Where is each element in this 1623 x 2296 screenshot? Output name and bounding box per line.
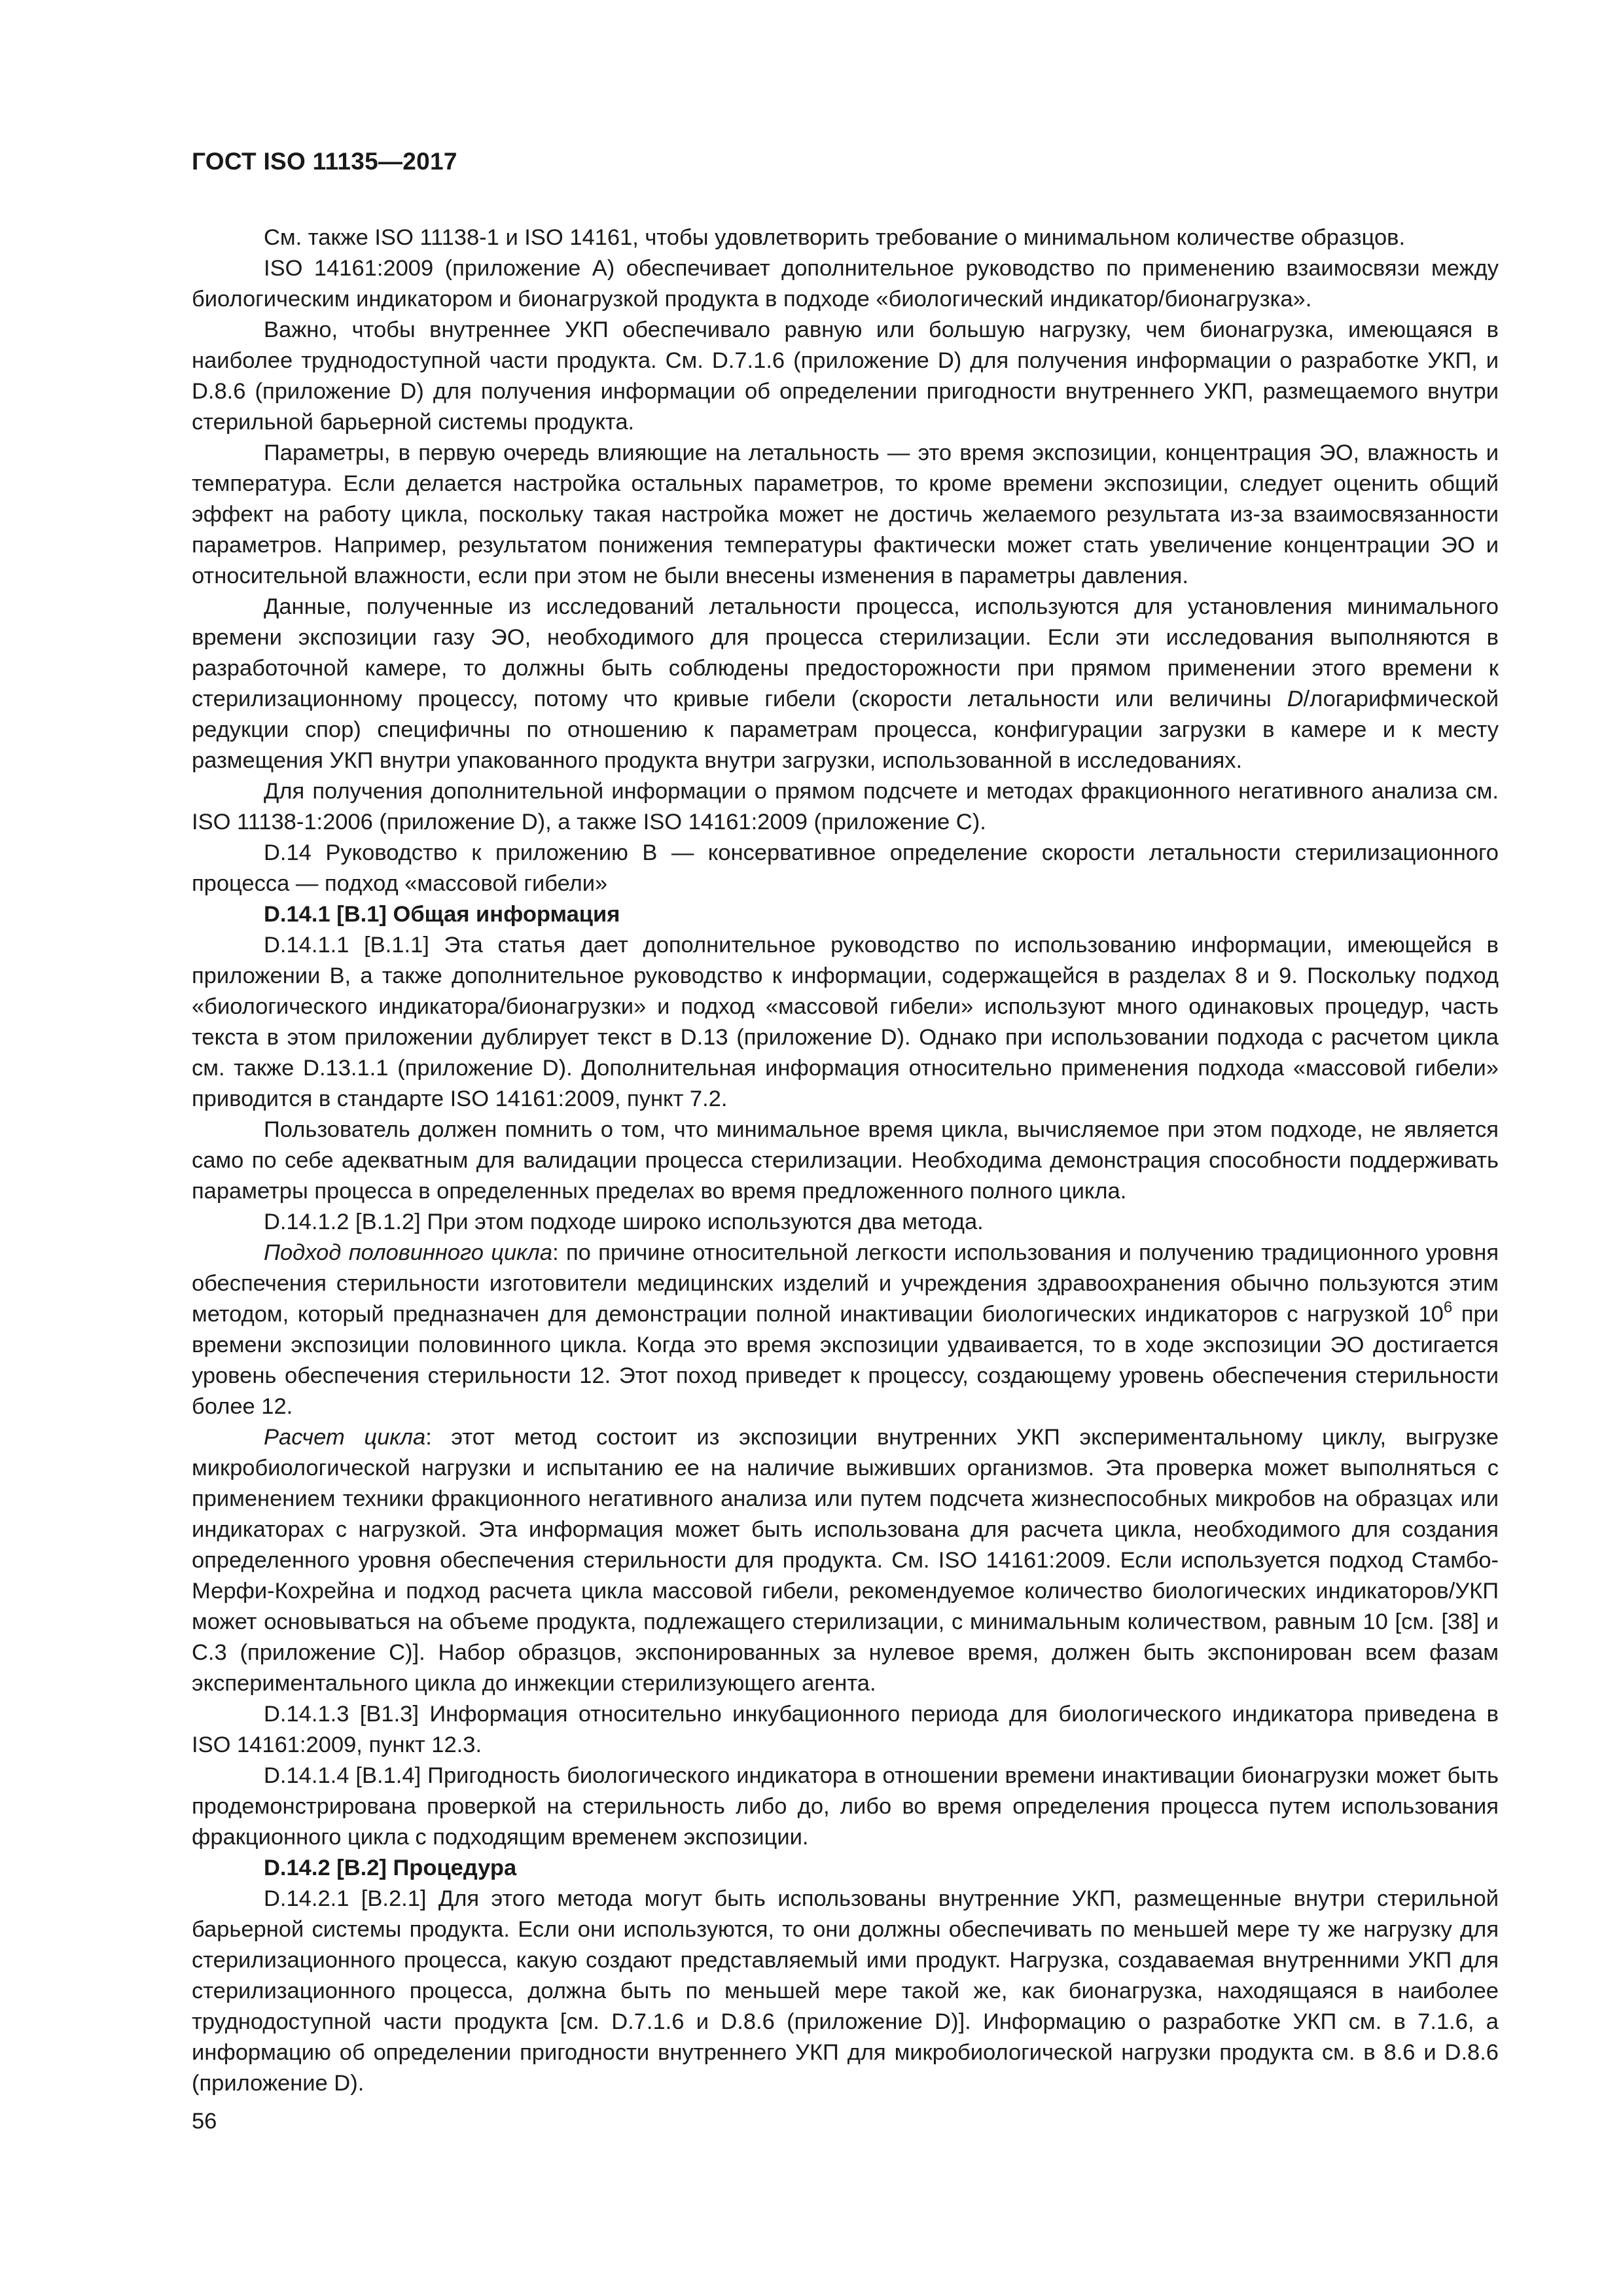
subsection-heading: D.14.1 [В.1] Общая информация	[264, 902, 620, 927]
paragraph	[192, 1238, 1499, 1422]
paragraph: ISO 14161:2009 (приложение А) обеспечивает дополнительное руководство по применению взаимосвязи между биологическим индикатором и бионагрузкой продукта в подходе «биологический индикатор/бионагрузка».	[192, 256, 1499, 312]
text-run: /логарифмической редукции спор) специфичны по отношению к параметрам процесса, конфигурации загрузки в камере и к месту размещения УКП внутри упакованного продукта внутри загрузки, использованной в исследованиях.	[192, 687, 1499, 773]
document-body	[192, 223, 1499, 2099]
paragraph: См. также ISO 11138-1 и ISO 14161, чтобы удовлетворить требование о минимальном количестве образцов.	[264, 225, 1406, 250]
paragraph: Пользователь должен помнить о том, что минимальное время цикла, вычисляемое при этом подходе, не является само по себе адекватным для валидации процесса стерилизации. Необходима демонстрация способности поддерживать параметры процесса в определенных пределах во время предложенного полного цикла.	[192, 1117, 1499, 1204]
italic-term: Расчет цикла	[264, 1425, 426, 1450]
subsection-heading: D.14.2 [В.2] Процедура	[264, 1856, 517, 1880]
paragraph: D.14.2.1 [В.2.1] Для этого метода могут быть использованы внутренние УКП, размещенные внутри стерильной барьерной системы продукта. Если они используются, то они должны обеспечивать по меньшей мере ту же нагрузку для стерилизационного процесса, какую создают представляемый ими продукт. Нагрузка, создаваемая внутренними УКП для стерилизационного процесса, должна быть по меньшей мере такой же, как бионагрузка, находящаяся в наиболее труднодоступной части продукта [см. D.7.1.6 и D.8.6 (приложение D)]. Информацию о разработке УКП см. в 7.1.6, а информацию об определении пригодности внутреннего УКП для микробиологической нагрузки продукта см. в 8.6 и D.8.6 (приложение D).	[192, 1886, 1499, 2096]
paragraph: Параметры, в первую очередь влияющие на летальность — это время экспозиции, концентрация ЭО, влажность и температура. Если делается настройка остальных параметров, то кроме времени экспозиции, следует оценить общий эффект на работу цикла, поскольку такая настройка может не достичь желаемого результата из-за взаимосвязанности параметров. Например, результатом понижения температуры фактически может стать увеличение концентрации ЭО и относительной влажности, если при этом не были внесены изменения в параметры давления.	[192, 440, 1499, 588]
paragraph: D.14.1.3 [В1.3] Информация относительно инкубационного периода для биологического индикатора приведена в ISO 14161:2009, пункт 12.3.	[192, 1702, 1499, 1757]
text-run: : этот метод состоит из экспозиции внутренних УКП экспериментальному циклу, выгрузке микробиологической нагрузки и испытанию ее на наличие выживших организмов. Эта проверка может выполняться с применением техники фракционного негативного анализа или путем подсчета жизнеспособных микробов на образцах или индикаторах с нагрузкой. Эта информация может быть использована для расчета цикла, необходимого для создания определенного уровня обеспечения стерильности для продукта. См. ISO 14161:2009. Если используется подход Стамбо-Мерфи-Кохрейна и подход расчета цикла массовой гибели, рекомендуемое количество биологических индикаторов/УКП может основываться на объеме продукта, подлежащего стерилизации, с минимальным количеством, равным 10 [см. [38] и С.3 (приложение С)]. Набор образцов, экспонированных за нулевое время, должен быть экспонирован всем фазам экспериментального цикла до инжекции стерилизующего агента.	[192, 1425, 1499, 1696]
paragraph: D.14.1.4 [В.1.4] Пригодность биологического индикатора в отношении времени инактивации бионагрузки может быть продемонстрирована проверкой на стерильность либо до, либо во время определения процесса путем использования фракционного цикла с подходящим временем экспозиции.	[192, 1763, 1499, 1850]
text-run: при времени экспозиции половинного цикла. Когда это время экспозиции удваивается, то в ходе экспозиции ЭО достигается уровень обеспечения стерильности 12. Этот поход приведет к процессу, создающему уровень обеспечения стерильности более 12.	[192, 1302, 1499, 1419]
document-header: ГОСТ ISO 11135—2017	[192, 148, 457, 175]
paragraph: D.14.1.2 [В.1.2] При этом подходе широко используются два метода.	[264, 1210, 984, 1234]
italic-term: Подход половинного цикла	[264, 1240, 553, 1265]
paragraph	[192, 592, 1499, 776]
page-number: 56	[192, 2109, 217, 2134]
superscript: 6	[1443, 1299, 1453, 1316]
section-title: D.14 Руководство к приложению В — консервативное определение скорости летальности стерилизационного процесса — подход «массовой гибели»	[192, 840, 1499, 896]
text-run: Данные, полученные из исследований летальности процесса, используются для установления минимального времени экспозиции газу ЭО, необходимого для процесса стерилизации. Если эти исследования выполняются в разработочной камере, то должны быть соблюдены предосторожности при прямом применении этого времени к стерилизационному процессу, потому что кривые гибели (скорости летальности или величины	[192, 594, 1499, 711]
italic-symbol: D	[1287, 687, 1304, 711]
paragraph: D.14.1.1 [В.1.1] Эта статья дает дополнительное руководство по использованию информации, имеющейся в приложении В, а также дополнительное руководство к информации, содержащейся в разделах 8 и 9. Поскольку подход «биологического индикатора/бионагрузки» и подход «массовой гибели» используют много одинаковых процедур, часть текста в этом приложении дублирует текст в D.13 (приложение D). Однако при использовании подхода с расчетом цикла см. также D.13.1.1 (приложение D). Дополнительная информация относительно применения подхода «массовой гибели» приводится в стандарте ISO 14161:2009, пункт 7.2.	[192, 933, 1499, 1111]
paragraph: Для получения дополнительной информации о прямом подсчете и методах фракционного негативного анализа см. ISO 11138-1:2006 (приложение D), а также ISO 14161:2009 (приложение С).	[192, 779, 1499, 834]
text-run: : по причине относительной легкости использования и получению традиционного уровня обеспечения стерильности изготовители медицинских изделий и учреждения здравоохранения обычно пользуются этим методом, который предназначен для демонстрации полной инактивации биологических индикаторов с нагрузкой 10	[192, 1240, 1499, 1327]
paragraph	[192, 1422, 1499, 1699]
paragraph: Важно, чтобы внутреннее УКП обеспечивало равную или большую нагрузку, чем бионагрузка, имеющаяся в наиболее труднодоступной части продукта. См. D.7.1.6 (приложение D) для получения информации о разработке УКП, и D.8.6 (приложение D) для получения информации об определении пригодности внутреннего УКП, размещаемого внутри стерильной барьерной системы продукта.	[192, 317, 1499, 435]
